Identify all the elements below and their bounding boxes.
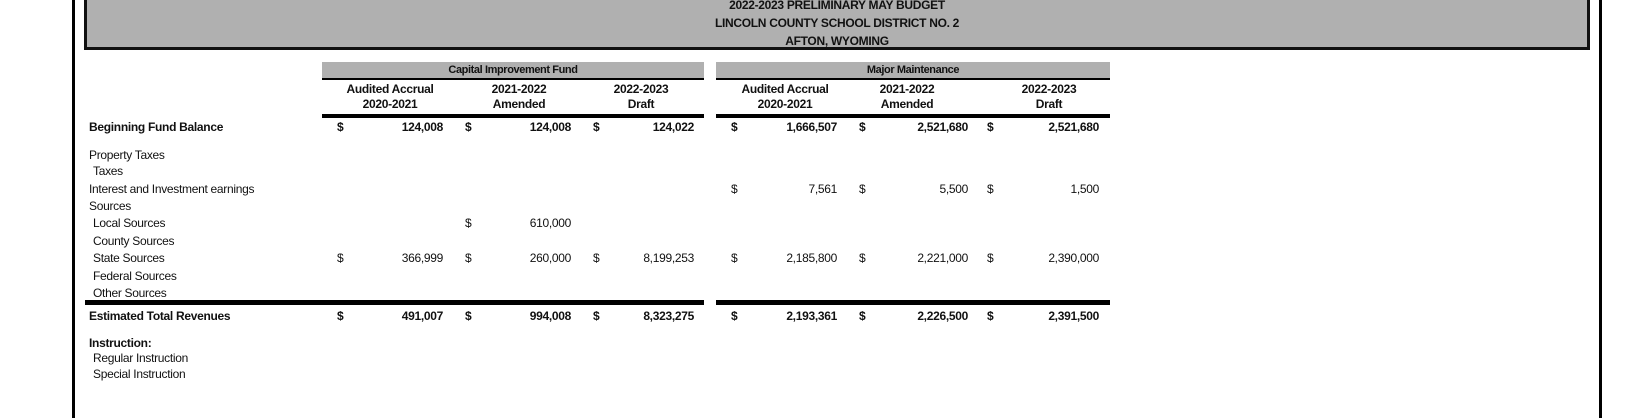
row-label: Regular Instruction: [93, 351, 189, 365]
cell-value: 2,521,680: [1048, 120, 1099, 134]
currency-symbol: $: [337, 120, 344, 134]
currency-symbol: $: [731, 251, 738, 265]
currency-symbol: $: [731, 120, 738, 134]
currency-symbol: $: [465, 216, 472, 230]
title-banner: [84, 0, 1590, 50]
cell-value: 5,500: [939, 182, 968, 196]
column-header-period: 2020-2021: [362, 97, 418, 111]
column-header-period: Amended: [880, 97, 934, 111]
column-header-period: Amended: [492, 97, 546, 111]
cell-value: 994,008: [529, 309, 571, 323]
currency-symbol: $: [465, 309, 472, 323]
header-rule: [322, 114, 704, 118]
column-header-type: 2021-2022: [491, 82, 547, 96]
cell-value: 2,391,500: [1048, 309, 1099, 323]
row-label: Beginning Fund Balance: [89, 120, 224, 134]
row-label: Local Sources: [93, 216, 166, 230]
currency-symbol: $: [593, 120, 600, 134]
row-label: Special Instruction: [93, 367, 186, 381]
currency-symbol: $: [859, 120, 866, 134]
cell-value: 124,022: [652, 120, 694, 134]
cell-value: 2,390,000: [1048, 251, 1099, 265]
currency-symbol: $: [337, 309, 344, 323]
currency-symbol: $: [987, 182, 994, 196]
cell-value: 366,999: [401, 251, 443, 265]
column-header-type: Audited Accrual: [741, 82, 829, 96]
district-name: LINCOLN COUNTY SCHOOL DISTRICT NO. 2: [714, 16, 960, 30]
currency-symbol: $: [859, 251, 866, 265]
currency-symbol: $: [987, 251, 994, 265]
column-header-period: 2020-2021: [757, 97, 813, 111]
row-label: Taxes: [93, 164, 123, 178]
currency-symbol: $: [987, 309, 994, 323]
cell-value: 2,521,680: [917, 120, 968, 134]
cell-value: 1,666,507: [786, 120, 837, 134]
row-label: Estimated Total Revenues: [89, 309, 231, 323]
currency-symbol: $: [465, 120, 472, 134]
cell-value: 2,226,500: [917, 309, 968, 323]
total-rule: [85, 300, 704, 305]
currency-symbol: $: [859, 309, 866, 323]
column-header-type: Audited Accrual: [346, 82, 434, 96]
currency-symbol: $: [987, 120, 994, 134]
fund-header-capital: Capital Improvement Fund: [322, 62, 704, 80]
cell-value: 1,500: [1070, 182, 1099, 196]
currency-symbol: $: [731, 182, 738, 196]
row-label: State Sources: [93, 251, 165, 265]
row-label: Federal Sources: [93, 269, 177, 283]
row-label: Sources: [89, 199, 131, 213]
row-label: Instruction:: [89, 336, 152, 350]
column-header-period: Draft: [627, 97, 655, 111]
row-label: Property Taxes: [89, 148, 165, 162]
currency-symbol: $: [731, 309, 738, 323]
budget-title: 2022-2023 PRELIMINARY MAY BUDGET: [729, 0, 945, 12]
currency-symbol: $: [465, 251, 472, 265]
total-rule: [716, 300, 1110, 305]
fund-header-maintenance: Major Maintenance: [716, 62, 1110, 80]
cell-value: 2,193,361: [786, 309, 837, 323]
currency-symbol: $: [593, 309, 600, 323]
cell-value: 7,561: [808, 182, 837, 196]
cell-value: 491,007: [401, 309, 443, 323]
cell-value: 124,008: [529, 120, 571, 134]
cell-value: 8,323,275: [643, 309, 694, 323]
row-label: Other Sources: [93, 286, 167, 300]
column-header-type: 2021-2022: [879, 82, 935, 96]
column-header-period: Draft: [1035, 97, 1063, 111]
header-rule: [716, 114, 1110, 118]
cell-value: 610,000: [529, 216, 571, 230]
column-header-type: 2022-2023: [613, 82, 669, 96]
cell-value: 8,199,253: [643, 251, 694, 265]
cell-value: 124,008: [401, 120, 443, 134]
currency-symbol: $: [593, 251, 600, 265]
cell-value: 2,185,800: [786, 251, 837, 265]
cell-value: 260,000: [529, 251, 571, 265]
currency-symbol: $: [337, 251, 344, 265]
currency-symbol: $: [859, 182, 866, 196]
district-location: AFTON, WYOMING: [785, 34, 889, 48]
column-header-type: 2022-2023: [1021, 82, 1077, 96]
row-label: Interest and Investment earnings: [89, 182, 255, 196]
row-label: County Sources: [93, 234, 175, 248]
cell-value: 2,221,000: [917, 251, 968, 265]
